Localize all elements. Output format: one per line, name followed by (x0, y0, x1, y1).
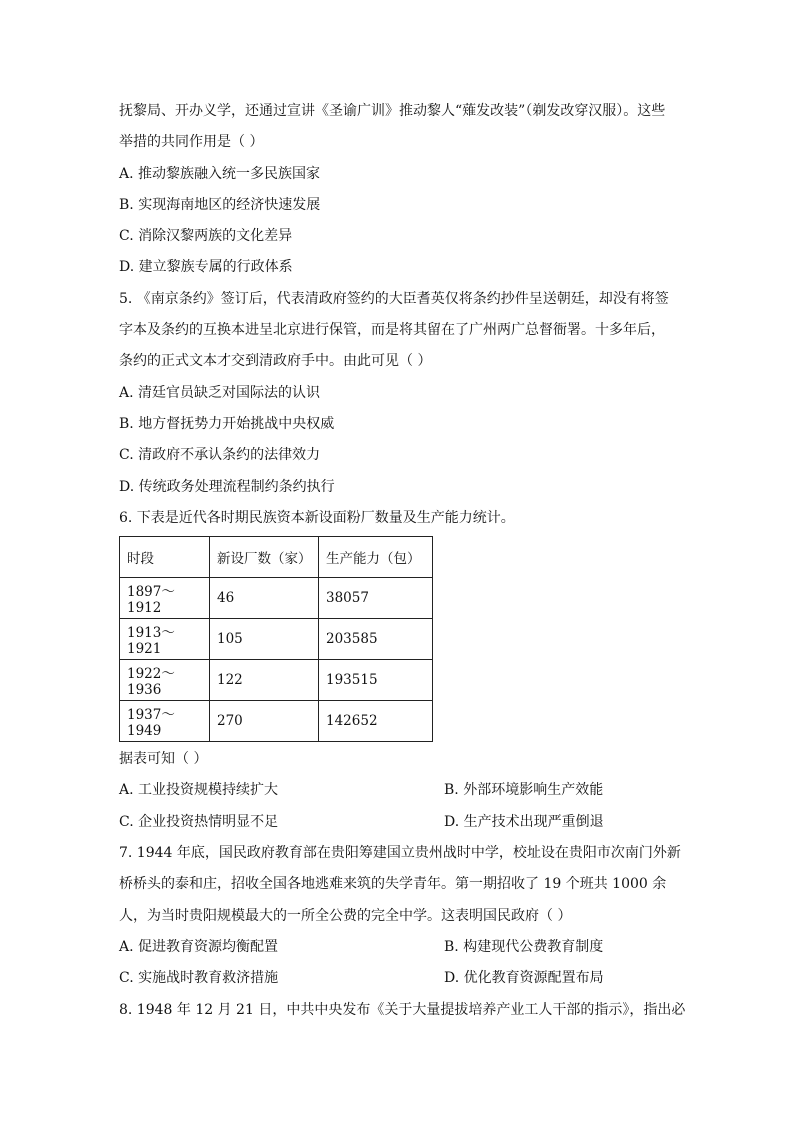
table-header-cell: 时段 (120, 537, 210, 578)
table-cell: 105 (210, 619, 319, 660)
question-text-line: 抚黎局、开办义学，还通过宣讲《圣谕广训》推动黎人“薙发改装”（剃发改穿汉服）。这些 (119, 103, 666, 119)
question-text-line: 字本及条约的互换本进呈北京进行保管，而是将其留在了广州两广总督衙署。十多年后， (119, 322, 665, 339)
option-a: A. 推动黎族融入统一多民族国家 (119, 165, 321, 182)
question-text-line: 5. 《南京条约》签订后，代表清政府签约的大臣耆英仅将条约抄件呈送朝廷，却没有将签 (119, 290, 669, 307)
option-a: A. 工业投资规模持续扩大 (119, 782, 279, 799)
option-c: C. 实施战时教育救济措施 (119, 970, 279, 987)
question-5 (119, 284, 679, 503)
question-text-line: 8. 1948 年 12 月 21 日，中共中央发布《关于大量提拔培养产业工人干部的指示》，指出必 (119, 1001, 686, 1018)
option-d: D. 传统政务处理流程制约条约执行 (119, 478, 335, 495)
question-text-line: 6. 下表是近代各时期民族资本新设面粉厂数量及生产能力统计。 (119, 509, 515, 526)
question-8 (119, 995, 686, 1026)
table-row (120, 619, 433, 660)
question-6 (119, 503, 679, 838)
table-cell: 1897～1912 (120, 578, 210, 619)
table-cell: 122 (210, 660, 319, 701)
question-stem: 据表可知（ ） (119, 751, 208, 768)
table-cell: 1937～1949 (120, 701, 210, 742)
question-text-line: 人，为当时贵阳规模最大的一所全公费的完全中学。这表明国民政府（ ） (119, 907, 572, 924)
option-d: D. 建立黎族专属的行政体系 (119, 259, 293, 276)
option-a: A. 促进教育资源均衡配置 (119, 938, 279, 955)
question-4 (119, 96, 679, 284)
option-a: A. 清廷官员缺乏对国际法的认识 (119, 384, 321, 401)
question-text-line: 举措的共同作用是（ ） (119, 134, 264, 151)
option-d: D. 优化教育资源配置布局 (444, 970, 604, 987)
table-cell: 1913～1921 (120, 619, 210, 660)
option-d: D. 生产技术出现严重倒退 (444, 813, 604, 830)
table-cell: 38057 (319, 578, 433, 619)
table-row (120, 701, 433, 742)
document-page (119, 96, 686, 1026)
question-text-line: 桥桥头的泰和庄，招收全国各地逃难来筑的失学青年。第一期招收了 19 个班共 1000 余 (119, 876, 667, 893)
option-b: B. 地方督抚势力开始挑战中央权威 (119, 415, 335, 432)
option-row (119, 775, 679, 806)
option-b: B. 实现海南地区的经济快速发展 (119, 196, 321, 213)
question-text-line: 条约的正式文本才交到清政府手中。由此可见（ ） (119, 353, 432, 370)
option-row (119, 963, 679, 994)
table-row (120, 578, 433, 619)
table-cell: 193515 (319, 660, 433, 701)
table-cell: 142652 (319, 701, 433, 742)
table-cell: 1922～1936 (120, 660, 210, 701)
option-row (119, 932, 679, 963)
option-c: C. 企业投资热情明显不足 (119, 813, 279, 830)
option-row (119, 807, 679, 838)
table-cell: 46 (210, 578, 319, 619)
table-cell: 203585 (319, 619, 433, 660)
question-7 (119, 838, 679, 994)
option-b: B. 构建现代公费教育制度 (444, 938, 604, 955)
option-b: B. 外部环境影响生产效能 (444, 782, 604, 799)
statistics-table (119, 536, 433, 742)
question-text-line: 7. 1944 年底，国民政府教育部在贵阳筹建国立贵州战时中学，校址设在贵阳市次南门外新 (119, 845, 681, 862)
table-cell: 270 (210, 701, 319, 742)
option-c: C. 清政府不承认条约的法律效力 (119, 447, 321, 464)
table-header-cell: 新设厂数（家） (210, 537, 319, 578)
table-header-row (120, 537, 433, 578)
table-header-cell: 生产能力（包） (319, 537, 433, 578)
table-row (120, 660, 433, 701)
option-c: C. 消除汉黎两族的文化差异 (119, 228, 293, 245)
